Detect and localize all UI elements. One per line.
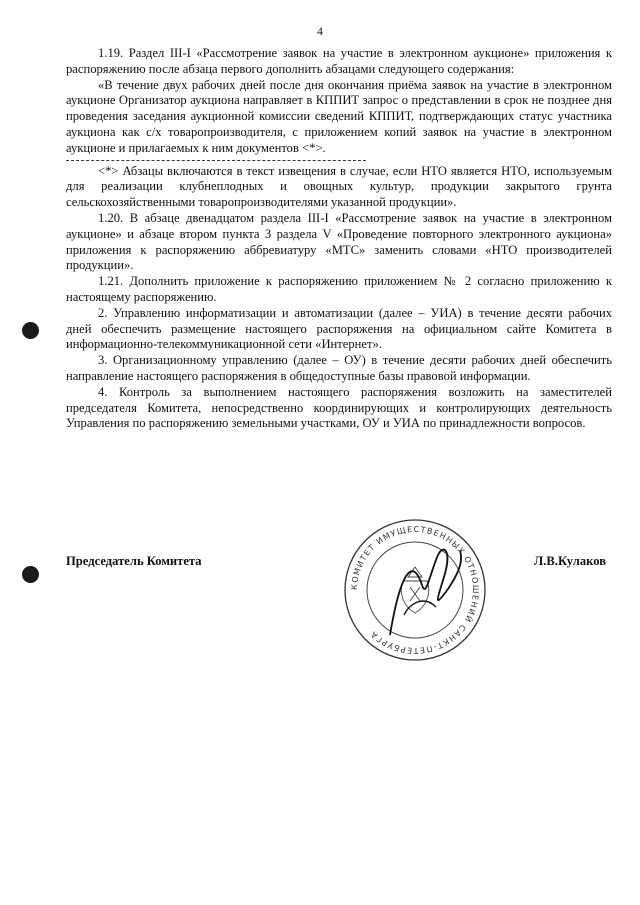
svg-text:КОМИТЕТ ИМУЩЕСТВЕННЫХ ОТНОШЕНИ bbox=[350, 525, 480, 655]
punch-hole-top bbox=[22, 322, 39, 339]
document-body bbox=[66, 46, 612, 432]
paragraph-4: 4. Контроль за выполнением настоящего распоряжения возложить на заместителей председателя Комитета, непосредственно координирующих и контролирующих деятельность Управления по распоряжению земельными участками, ОУ и УИА по принадлежности вопросов. bbox=[66, 384, 612, 431]
stamp-text: КОМИТЕТ ИМУЩЕСТВЕННЫХ ОТНОШЕНИЙ САНКТ-ПЕТЕРБУРГА bbox=[349, 524, 481, 656]
official-stamp bbox=[340, 515, 490, 665]
page-number: 4 bbox=[317, 26, 323, 38]
quoted-paragraph: «В течение двух рабочих дней после дня окончания приёма заявок на участие в электронном аукционе Организатор аукциона направляет в КППИТ запрос о представлении в срок не позднее дня проведения заседания аукционной комиссии сведений КППИТ, подтверждающих статус участника аукциона как с/х товаропроизводителя, с приложением копий заявок на участие в электронном аукционе и прилагаемых к ним документов <*>. bbox=[66, 77, 612, 155]
punch-hole-bottom bbox=[22, 566, 39, 583]
footnote: <*> Абзацы включаются в текст извещения в случае, если НТО является НТО, используемым для реализации клубнеплодных и овощных культур, продукции закрытого грунта сельскохозяйственными товаропроизводителями указанной продукции». bbox=[66, 163, 612, 210]
emblem-icon bbox=[401, 567, 429, 613]
signer-name: Л.В.Кулаков bbox=[533, 554, 606, 568]
signer-title: Председатель Комитета bbox=[66, 554, 202, 568]
paragraph-3: 3. Организационному управлению (далее – ОУ) в течение десяти рабочих дней обеспечить направление настоящего распоряжения в общедоступные базы правовой информации. bbox=[66, 353, 612, 383]
paragraph-1-21: 1.21. Дополнить приложение к распоряжению приложением № 2 согласно приложению к настоящему распоряжению. bbox=[66, 274, 612, 304]
footnote-separator bbox=[66, 160, 366, 161]
paragraph-1-19: 1.19. Раздел III-I «Рассмотрение заявок на участие в электронном аукционе» приложения к распоряжению после абзаца первого дополнить абзацами следующего содержания: bbox=[66, 46, 612, 76]
paragraph-1-20: 1.20. В абзаце двенадцатом раздела III-I «Рассмотрение заявок на участие в электронном аукционе» и абзаце втором пункта 3 раздела V «Проведение повторного электронного аукциона» приложения к распоряжению аббревиатуру «МТС» заменить словами «НТО производителей продукции». bbox=[66, 210, 612, 273]
paragraph-2: 2. Управлению информатизации и автоматизации (далее – УИА) в течение десяти рабочих дней обеспечить размещение настоящего распоряжения на официальном сайте Комитета в информационно-телекоммуникационной сети «Интернет». bbox=[66, 305, 612, 352]
